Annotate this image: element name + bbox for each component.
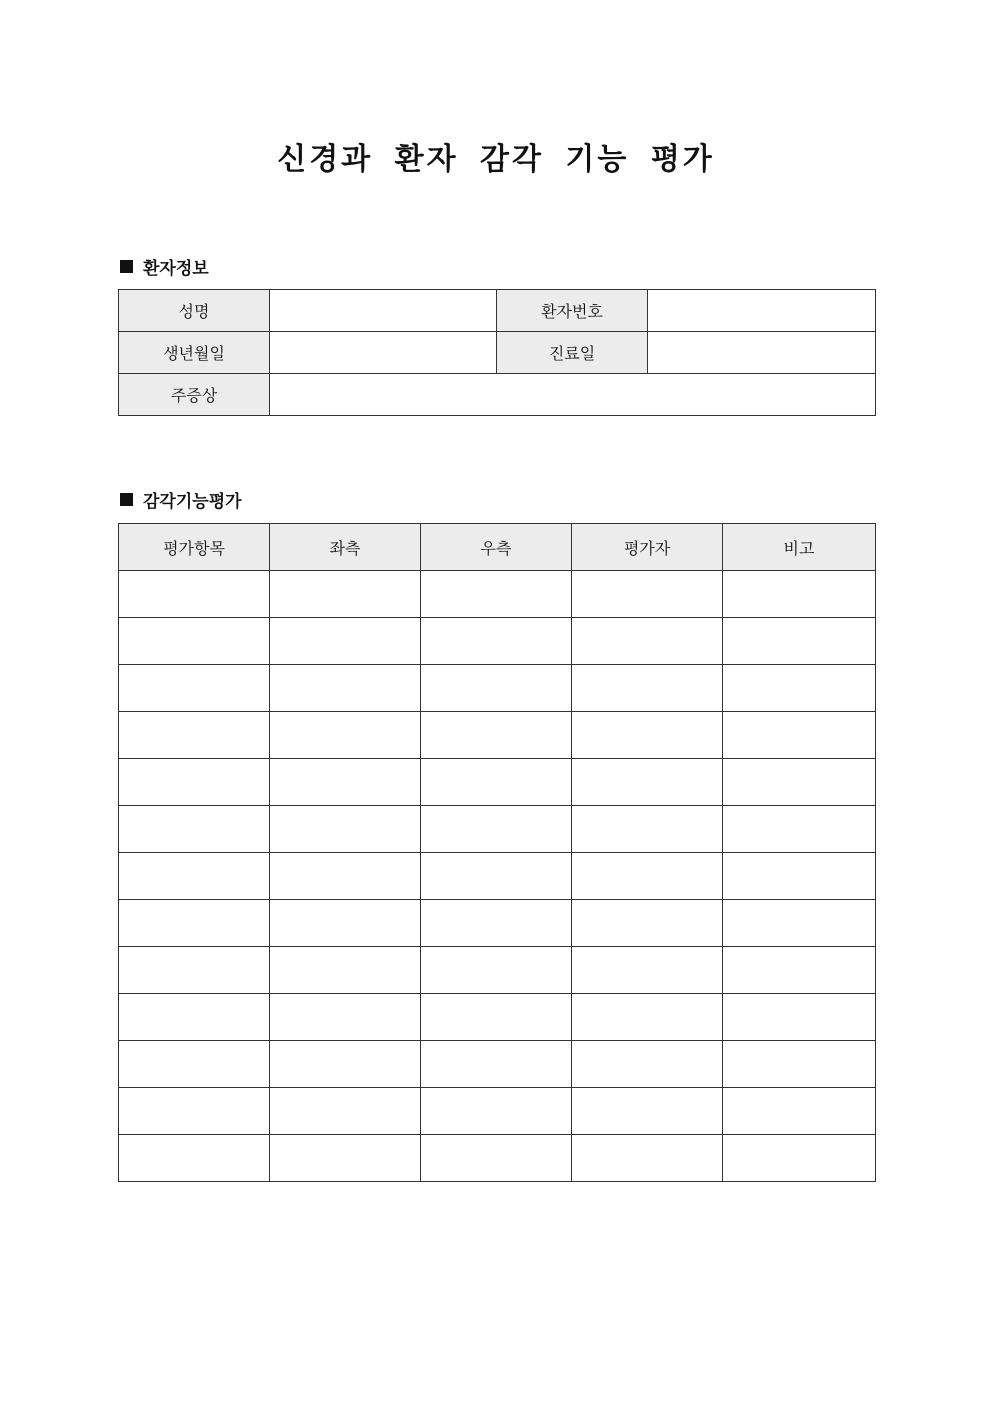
- table-row: [119, 618, 876, 665]
- remarks-cell[interactable]: [723, 947, 876, 994]
- remarks-cell[interactable]: [723, 900, 876, 947]
- item-cell[interactable]: [119, 759, 270, 806]
- patient-row-1: [119, 290, 876, 332]
- table-row: [119, 994, 876, 1041]
- evaluator-cell[interactable]: [572, 1041, 723, 1088]
- chief-complaint-field[interactable]: [270, 374, 876, 416]
- right-cell[interactable]: [421, 1088, 572, 1135]
- right-cell[interactable]: [421, 853, 572, 900]
- birth-date-field[interactable]: [270, 332, 497, 374]
- table-row: [119, 853, 876, 900]
- left-cell[interactable]: [270, 947, 421, 994]
- item-cell[interactable]: [119, 571, 270, 618]
- visit-date-field[interactable]: [648, 332, 876, 374]
- left-cell[interactable]: [270, 665, 421, 712]
- name-field[interactable]: [270, 290, 497, 332]
- evaluator-cell[interactable]: [572, 712, 723, 759]
- left-cell[interactable]: [270, 900, 421, 947]
- right-cell[interactable]: [421, 759, 572, 806]
- patient-no-field[interactable]: [648, 290, 876, 332]
- left-cell[interactable]: [270, 759, 421, 806]
- right-cell[interactable]: [421, 571, 572, 618]
- table-row: [119, 712, 876, 759]
- patient-info-heading: [120, 254, 209, 279]
- item-cell[interactable]: [119, 947, 270, 994]
- col-header-remarks: 비고: [723, 524, 876, 571]
- right-cell[interactable]: [421, 994, 572, 1041]
- left-cell[interactable]: [270, 1135, 421, 1182]
- table-row: [119, 665, 876, 712]
- remarks-cell[interactable]: [723, 618, 876, 665]
- col-header-right: 우측: [421, 524, 572, 571]
- table-row: [119, 1088, 876, 1135]
- remarks-cell[interactable]: [723, 806, 876, 853]
- evaluator-cell[interactable]: [572, 665, 723, 712]
- right-cell[interactable]: [421, 900, 572, 947]
- item-cell[interactable]: [119, 665, 270, 712]
- remarks-cell[interactable]: [723, 759, 876, 806]
- birth-date-label: 생년월일: [119, 332, 270, 374]
- col-header-item: 평가항목: [119, 524, 270, 571]
- right-cell[interactable]: [421, 1135, 572, 1182]
- remarks-cell[interactable]: [723, 571, 876, 618]
- remarks-cell[interactable]: [723, 665, 876, 712]
- right-cell[interactable]: [421, 618, 572, 665]
- left-cell[interactable]: [270, 994, 421, 1041]
- remarks-cell[interactable]: [723, 853, 876, 900]
- remarks-cell[interactable]: [723, 994, 876, 1041]
- item-cell[interactable]: [119, 994, 270, 1041]
- item-cell[interactable]: [119, 853, 270, 900]
- evaluator-cell[interactable]: [572, 1135, 723, 1182]
- remarks-cell[interactable]: [723, 1041, 876, 1088]
- evaluator-cell[interactable]: [572, 853, 723, 900]
- table-row: [119, 1135, 876, 1182]
- left-cell[interactable]: [270, 1041, 421, 1088]
- left-cell[interactable]: [270, 571, 421, 618]
- table-row: [119, 1041, 876, 1088]
- table-row: [119, 900, 876, 947]
- remarks-cell[interactable]: [723, 1088, 876, 1135]
- remarks-cell[interactable]: [723, 712, 876, 759]
- item-cell[interactable]: [119, 712, 270, 759]
- item-cell[interactable]: [119, 1088, 270, 1135]
- evaluator-cell[interactable]: [572, 994, 723, 1041]
- left-cell[interactable]: [270, 712, 421, 759]
- sensory-eval-table: [118, 523, 876, 1182]
- table-row: [119, 947, 876, 994]
- evaluator-cell[interactable]: [572, 806, 723, 853]
- patient-row-2: [119, 332, 876, 374]
- remarks-cell[interactable]: [723, 1135, 876, 1182]
- right-cell[interactable]: [421, 1041, 572, 1088]
- right-cell[interactable]: [421, 806, 572, 853]
- square-bullet-icon: [120, 260, 133, 273]
- patient-info-heading-label: 환자정보: [143, 259, 209, 279]
- item-cell[interactable]: [119, 806, 270, 853]
- left-cell[interactable]: [270, 853, 421, 900]
- square-bullet-icon: [120, 493, 133, 506]
- chief-complaint-label: 주증상: [119, 374, 270, 416]
- patient-row-3: [119, 374, 876, 416]
- patient-info-table: [118, 289, 876, 416]
- sensory-eval-heading-label: 감각기능평가: [143, 492, 242, 512]
- right-cell[interactable]: [421, 947, 572, 994]
- evaluator-cell[interactable]: [572, 759, 723, 806]
- left-cell[interactable]: [270, 1088, 421, 1135]
- sensory-eval-heading: [120, 487, 242, 512]
- evaluator-cell[interactable]: [572, 618, 723, 665]
- right-cell[interactable]: [421, 712, 572, 759]
- evaluator-cell[interactable]: [572, 947, 723, 994]
- patient-no-label: 환자번호: [497, 290, 648, 332]
- item-cell[interactable]: [119, 1135, 270, 1182]
- col-header-evaluator: 평가자: [572, 524, 723, 571]
- item-cell[interactable]: [119, 618, 270, 665]
- evaluator-cell[interactable]: [572, 571, 723, 618]
- right-cell[interactable]: [421, 665, 572, 712]
- item-cell[interactable]: [119, 1041, 270, 1088]
- table-row: [119, 806, 876, 853]
- col-header-left: 좌측: [270, 524, 421, 571]
- evaluator-cell[interactable]: [572, 900, 723, 947]
- item-cell[interactable]: [119, 900, 270, 947]
- table-row: [119, 759, 876, 806]
- document-title: 신경과 환자 감각 기능 평가: [277, 142, 715, 177]
- evaluator-cell[interactable]: [572, 1088, 723, 1135]
- left-cell[interactable]: [270, 806, 421, 853]
- table-row: [119, 571, 876, 618]
- visit-date-label: 진료일: [497, 332, 648, 374]
- name-label: 성명: [119, 290, 270, 332]
- eval-header-row: [119, 524, 876, 571]
- left-cell[interactable]: [270, 618, 421, 665]
